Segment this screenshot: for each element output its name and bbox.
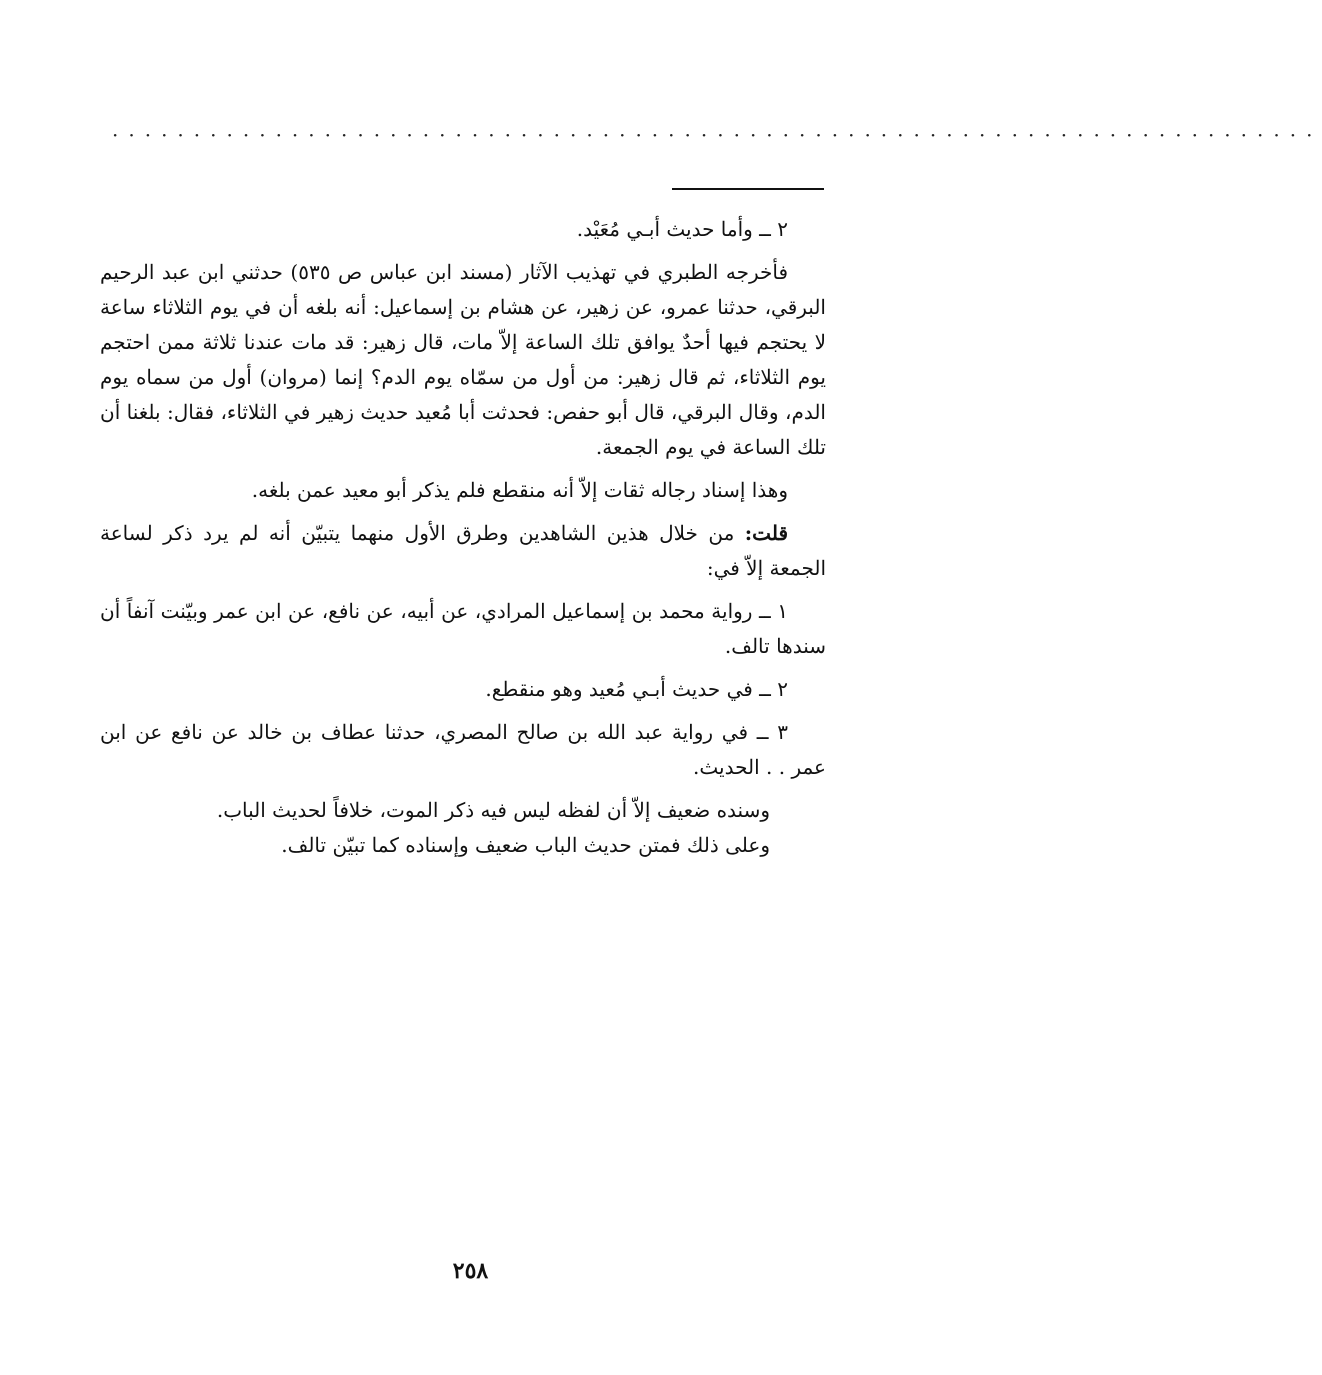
paragraph-conclusion: وعلى ذلك فمتن حديث الباب ضعيف وإسناده كما تبيّن تالف.	[281, 833, 770, 857]
footnote-rule	[672, 188, 824, 190]
body-text	[100, 212, 826, 863]
list-item-2: ٢ ــ في حديث أبـي مُعيد وهو منقطع.	[485, 677, 788, 701]
paragraph-isnad: وهذا إسناد رجاله ثقات إلاّ أنه منقطع فلم يذكر أبو معيد عمن بلغه.	[251, 478, 788, 502]
paragraph-heading: ٢ ــ وأما حديث أبـي مُعَيْد.	[576, 217, 788, 241]
paragraph-takhrij: فأخرجه الطبري في تهذيب الآثار (مسند ابن عباس ص ٥٣٥) حدثني ابن عبد الرحيم البرقي، حدثنا عمرو، عن زهير، عن هشام بن إسماعيل: أنه بلغه أن في يوم الثلاثاء ساعة لا يحتجم فيها أحدٌ يوافق تلك الساعة إلاّ مات، قال زهير: قد مات عندنا ثلاثة ممن احتجم يوم الثلاثاء، ثم قال زهير: من أول من سمّاه يوم الدم؟ إنما (مروان) أول من سماه يوم الدم، وقال البرقي، قال أبو حفص: فحدثت أبا مُعيد حديث زهير في الثلاثاء، فقال: بلغنا أن تلك الساعة في يوم الجمعة.	[100, 260, 826, 459]
list-item-3: ٣ ــ في رواية عبد الله بن صالح المصري، حدثنا عطاف بن خالد عن نافع عن ابن عمر . . الحديث.	[100, 720, 826, 779]
list-item-1: ١ ــ رواية محمد بن إسماعيل المرادي، عن أبيه، عن نافع، عن ابن عمر وبيّنت آنفاً أن سندها تالف.	[100, 599, 826, 658]
qultu-label: قلت:	[744, 521, 788, 545]
paragraph-sanad: وسنده ضعيف إلاّ أن لفظه ليس فيه ذكر الموت، خلافاً لحديث الباب.	[216, 798, 770, 822]
dotted-separator: ··········································································	[112, 123, 1322, 147]
qultu-text: من خلال هذين الشاهدين وطرق الأول منهما يتبيّن أنه لم يرد ذكر لساعة الجمعة إلاّ في:	[100, 521, 826, 580]
paragraph-qultu	[100, 516, 826, 586]
page-number: ٢٥٨	[452, 1258, 489, 1284]
